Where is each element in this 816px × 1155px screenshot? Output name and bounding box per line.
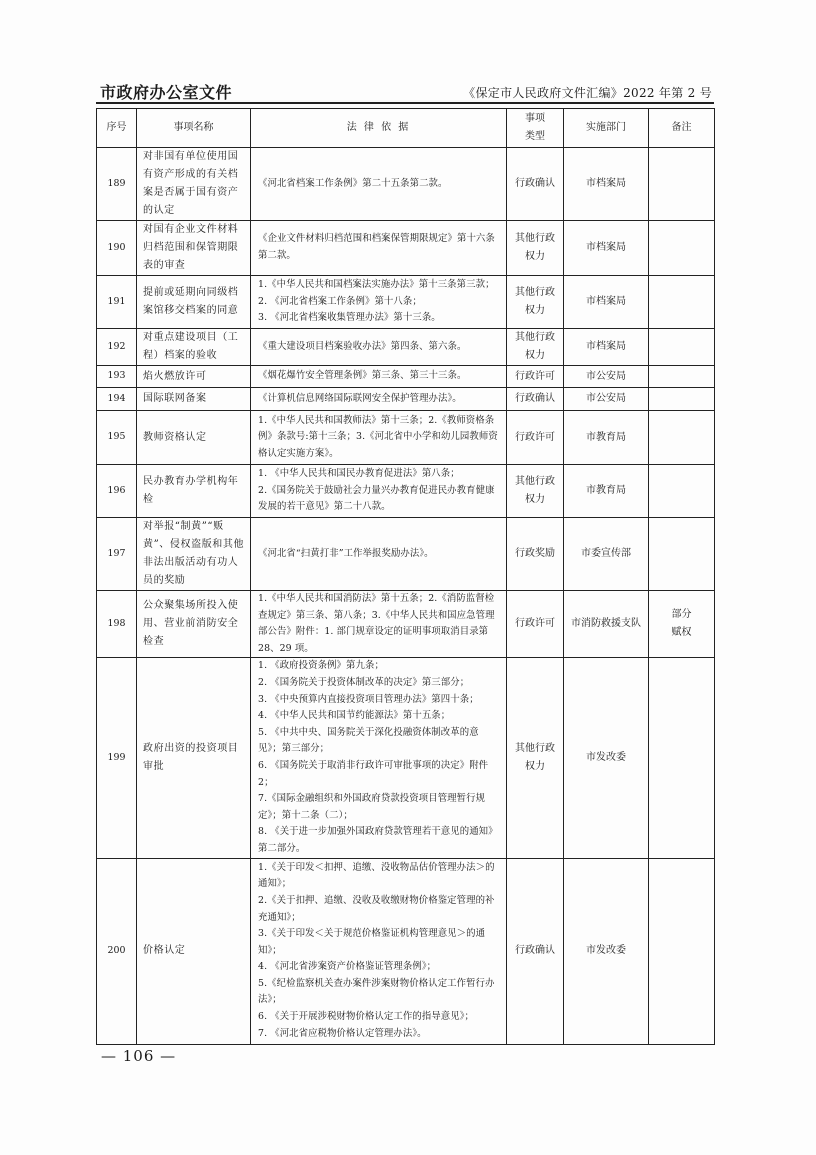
legal-basis-line: 《河北省档案工作条例》第二十五条第二款。	[258, 177, 448, 189]
row-number: 194	[97, 388, 137, 411]
item-type: 其他行政权力	[507, 329, 564, 366]
item-type: 行政确认	[507, 148, 564, 221]
table-row	[97, 591, 715, 658]
implementing-department: 市公安局	[564, 366, 649, 388]
legal-basis	[251, 388, 507, 411]
legal-basis-line: 2. 《河北省档案工作条例》第十八条；	[258, 295, 422, 307]
legal-basis-line: 2.《关于扣押、追缴、没收及收缴财物价格鉴定管理的补充通知》；	[258, 894, 495, 923]
item-type: 其他行政权力	[507, 658, 564, 858]
notes	[649, 658, 715, 858]
legal-basis	[251, 518, 507, 591]
row-number: 190	[97, 221, 137, 276]
legal-basis-line: 1.《中华人民共和国教师法》第十三条；2.《教师资格条例》条款号:第十三条；3.《河北省中小学和幼儿园教师资格认定实施方案》。	[258, 414, 498, 459]
row-number: 189	[97, 148, 137, 221]
notes	[649, 221, 715, 276]
col-header-number: 序号	[97, 109, 137, 148]
implementing-department: 市档案局	[564, 148, 649, 221]
table-row	[97, 858, 715, 1044]
legal-basis-line: 4. 《河北省涉案资产价格鉴证管理条例》；	[258, 961, 437, 973]
legal-basis-line: 5.《纪检监察机关查办案件涉案财物价格认定工作暂行办法》；	[258, 977, 495, 1006]
implementing-department: 市档案局	[564, 276, 649, 329]
row-number: 196	[97, 465, 137, 518]
legal-basis	[251, 658, 507, 858]
document-source-title: 市政府办公室文件	[100, 83, 233, 102]
table-row	[97, 366, 715, 388]
table-header-row	[97, 109, 715, 148]
legal-basis-line: 3. 《中央预算内直接投资项目管理办法》第四十条；	[258, 693, 479, 705]
notes	[649, 411, 715, 465]
legal-basis-line: 1. 《中华人民共和国民办教育促进法》第八条；	[258, 468, 460, 480]
legal-basis	[251, 148, 507, 221]
legal-basis-line: 《河北省“扫黄打非”工作举报奖励办法》。	[258, 547, 434, 559]
item-name: 对重点建设项目（工程）档案的验收	[137, 329, 251, 366]
legal-basis-line: 1.《中华人民共和国消防法》第十五条；2.《消防监督检查规定》第三条、第八条；3.《中华人民共和国应急管理部公告》附件：1. 部门规章设定的证明事项取消目录第 28、29 项。	[258, 593, 495, 654]
notes: 部分赋权	[649, 591, 715, 658]
col-header-item-type-line1: 事项	[525, 113, 545, 124]
legal-basis-line: 6. 《国务院关于取消非行政许可审批事项的决定》附件 2；	[258, 759, 489, 788]
header-rule	[96, 102, 714, 104]
item-type: 行政许可	[507, 366, 564, 388]
legal-basis-line: 7. 《河北省应税物价格认定管理办法》。	[258, 1027, 427, 1039]
table-row	[97, 518, 715, 591]
legal-basis	[251, 276, 507, 329]
item-name: 对国有企业文件材料归档范围和保管期限表的审查	[137, 221, 251, 276]
implementing-department: 市教育局	[564, 411, 649, 465]
col-header-item-type	[507, 109, 564, 148]
table-row	[97, 658, 715, 858]
legal-basis-line: 1.《关于印发＜扣押、追缴、没收物品估价管理办法＞的通知》；	[258, 861, 495, 890]
legal-basis-line: 8. 《关于进一步加强外国政府贷款管理若干意见的通知》第二部分。	[258, 826, 498, 854]
legal-basis-line: 1.《中华人民共和国档案法实施办法》第十三条第三款；	[258, 279, 495, 291]
item-name: 对非国有单位使用国有资产形成的有关档案是否属于国有资产的认定	[137, 148, 251, 221]
item-type: 其他行政权力	[507, 221, 564, 276]
col-header-item-name: 事项名称	[137, 109, 251, 148]
legal-basis-line: 《重大建设项目档案验收办法》第四条、第六条。	[258, 340, 467, 352]
legal-basis	[251, 221, 507, 276]
table-row	[97, 276, 715, 329]
implementing-department: 市发改委	[564, 658, 649, 858]
notes	[649, 276, 715, 329]
notes	[649, 329, 715, 366]
notes	[649, 366, 715, 388]
item-name: 焰火燃放许可	[137, 366, 251, 388]
row-number: 191	[97, 276, 137, 329]
table-row	[97, 329, 715, 366]
notes	[649, 148, 715, 221]
item-type: 其他行政权力	[507, 465, 564, 518]
row-number: 199	[97, 658, 137, 858]
col-header-item-type-line2: 类型	[525, 131, 545, 142]
item-type: 行政许可	[507, 411, 564, 465]
table-row	[97, 221, 715, 276]
item-name: 公众聚集场所投入使用、营业前消防安全检查	[137, 591, 251, 658]
legal-basis-line: 5. 《中共中央、国务院关于深化投融资体制改革的意见》；第三部分；	[258, 726, 479, 755]
table-row	[97, 465, 715, 518]
implementing-department: 市教育局	[564, 465, 649, 518]
legal-basis-line: 《烟花爆竹安全管理条例》第三条、第三十三条。	[258, 370, 467, 382]
item-name: 民办教育办学机构年检	[137, 465, 251, 518]
legal-basis	[251, 411, 507, 465]
row-number: 195	[97, 411, 137, 465]
legal-basis-line: 《企业文件材料归档范围和档案保管期限规定》第十六条第二款。	[258, 233, 495, 261]
item-name: 政府出资的投资项目审批	[137, 658, 251, 858]
table-row	[97, 411, 715, 465]
row-number: 193	[97, 366, 137, 388]
legal-basis-line: 7.《国际金融组织和外国政府贷款投资项目管理暂行规定》；第十二条（二）；	[258, 793, 486, 821]
row-number: 200	[97, 858, 137, 1044]
page-number: — 106 —	[101, 1047, 177, 1065]
col-header-notes: 备注	[649, 109, 715, 148]
legal-basis	[251, 329, 507, 366]
implementing-department: 市委宣传部	[564, 518, 649, 591]
notes	[649, 518, 715, 591]
legal-basis-line: 2. 《国务院关于投资体制改革的决定》第三部分；	[258, 676, 470, 688]
item-type: 行政确认	[507, 858, 564, 1044]
item-name: 教师资格认定	[137, 411, 251, 465]
legal-basis-line: 6. 《关于开展涉税财物价格认定工作的指导意见》；	[258, 1011, 474, 1023]
notes	[649, 858, 715, 1044]
publication-title: 《保定市人民政府文件汇编》2022 年第 2 号	[463, 86, 712, 100]
legal-basis	[251, 858, 507, 1044]
legal-basis	[251, 591, 507, 658]
implementing-department: 市公安局	[564, 388, 649, 411]
col-header-department: 实施部门	[564, 109, 649, 148]
col-header-legal-basis: 法 律 依 据	[251, 109, 507, 148]
legal-basis	[251, 366, 507, 388]
implementing-department: 市发改委	[564, 858, 649, 1044]
item-name: 国际联网备案	[137, 388, 251, 411]
notes	[649, 388, 715, 411]
table-row	[97, 148, 715, 221]
legal-basis-line: 3. 《河北省档案收集管理办法》第十三条。	[258, 312, 441, 324]
administrative-items-table	[96, 108, 715, 1045]
legal-basis-line: 3.《关于印发＜关于规范价格鉴证机构管理意见＞的通知》；	[258, 928, 486, 956]
item-name: 价格认定	[137, 858, 251, 1044]
legal-basis-line: 《计算机信息网络国际联网安全保护管理办法》。	[258, 392, 462, 404]
item-type: 其他行政权力	[507, 276, 564, 329]
table-row	[97, 388, 715, 411]
item-type: 行政许可	[507, 591, 564, 658]
item-name: 对举报“制黄”“贩黄”、侵权盗版和其他非法出版活动有功人员的奖励	[137, 518, 251, 591]
item-name: 提前或延期向同级档案馆移交档案的同意	[137, 276, 251, 329]
item-type: 行政奖励	[507, 518, 564, 591]
row-number: 192	[97, 329, 137, 366]
implementing-department: 市档案局	[564, 221, 649, 276]
legal-basis-line: 2.《国务院关于鼓励社会力量兴办教育促进民办教育健康发展的若干意见》第二十八款。	[258, 484, 495, 513]
legal-basis-line: 4. 《中华人民共和国节约能源法》第十五条；	[258, 710, 451, 722]
legal-basis-line: 1. 《政府投资条例》第九条；	[258, 660, 384, 672]
implementing-department: 市档案局	[564, 329, 649, 366]
item-type: 行政确认	[507, 388, 564, 411]
row-number: 198	[97, 591, 137, 658]
notes	[649, 465, 715, 518]
implementing-department: 市消防救援支队	[564, 591, 649, 658]
row-number: 197	[97, 518, 137, 591]
legal-basis	[251, 465, 507, 518]
